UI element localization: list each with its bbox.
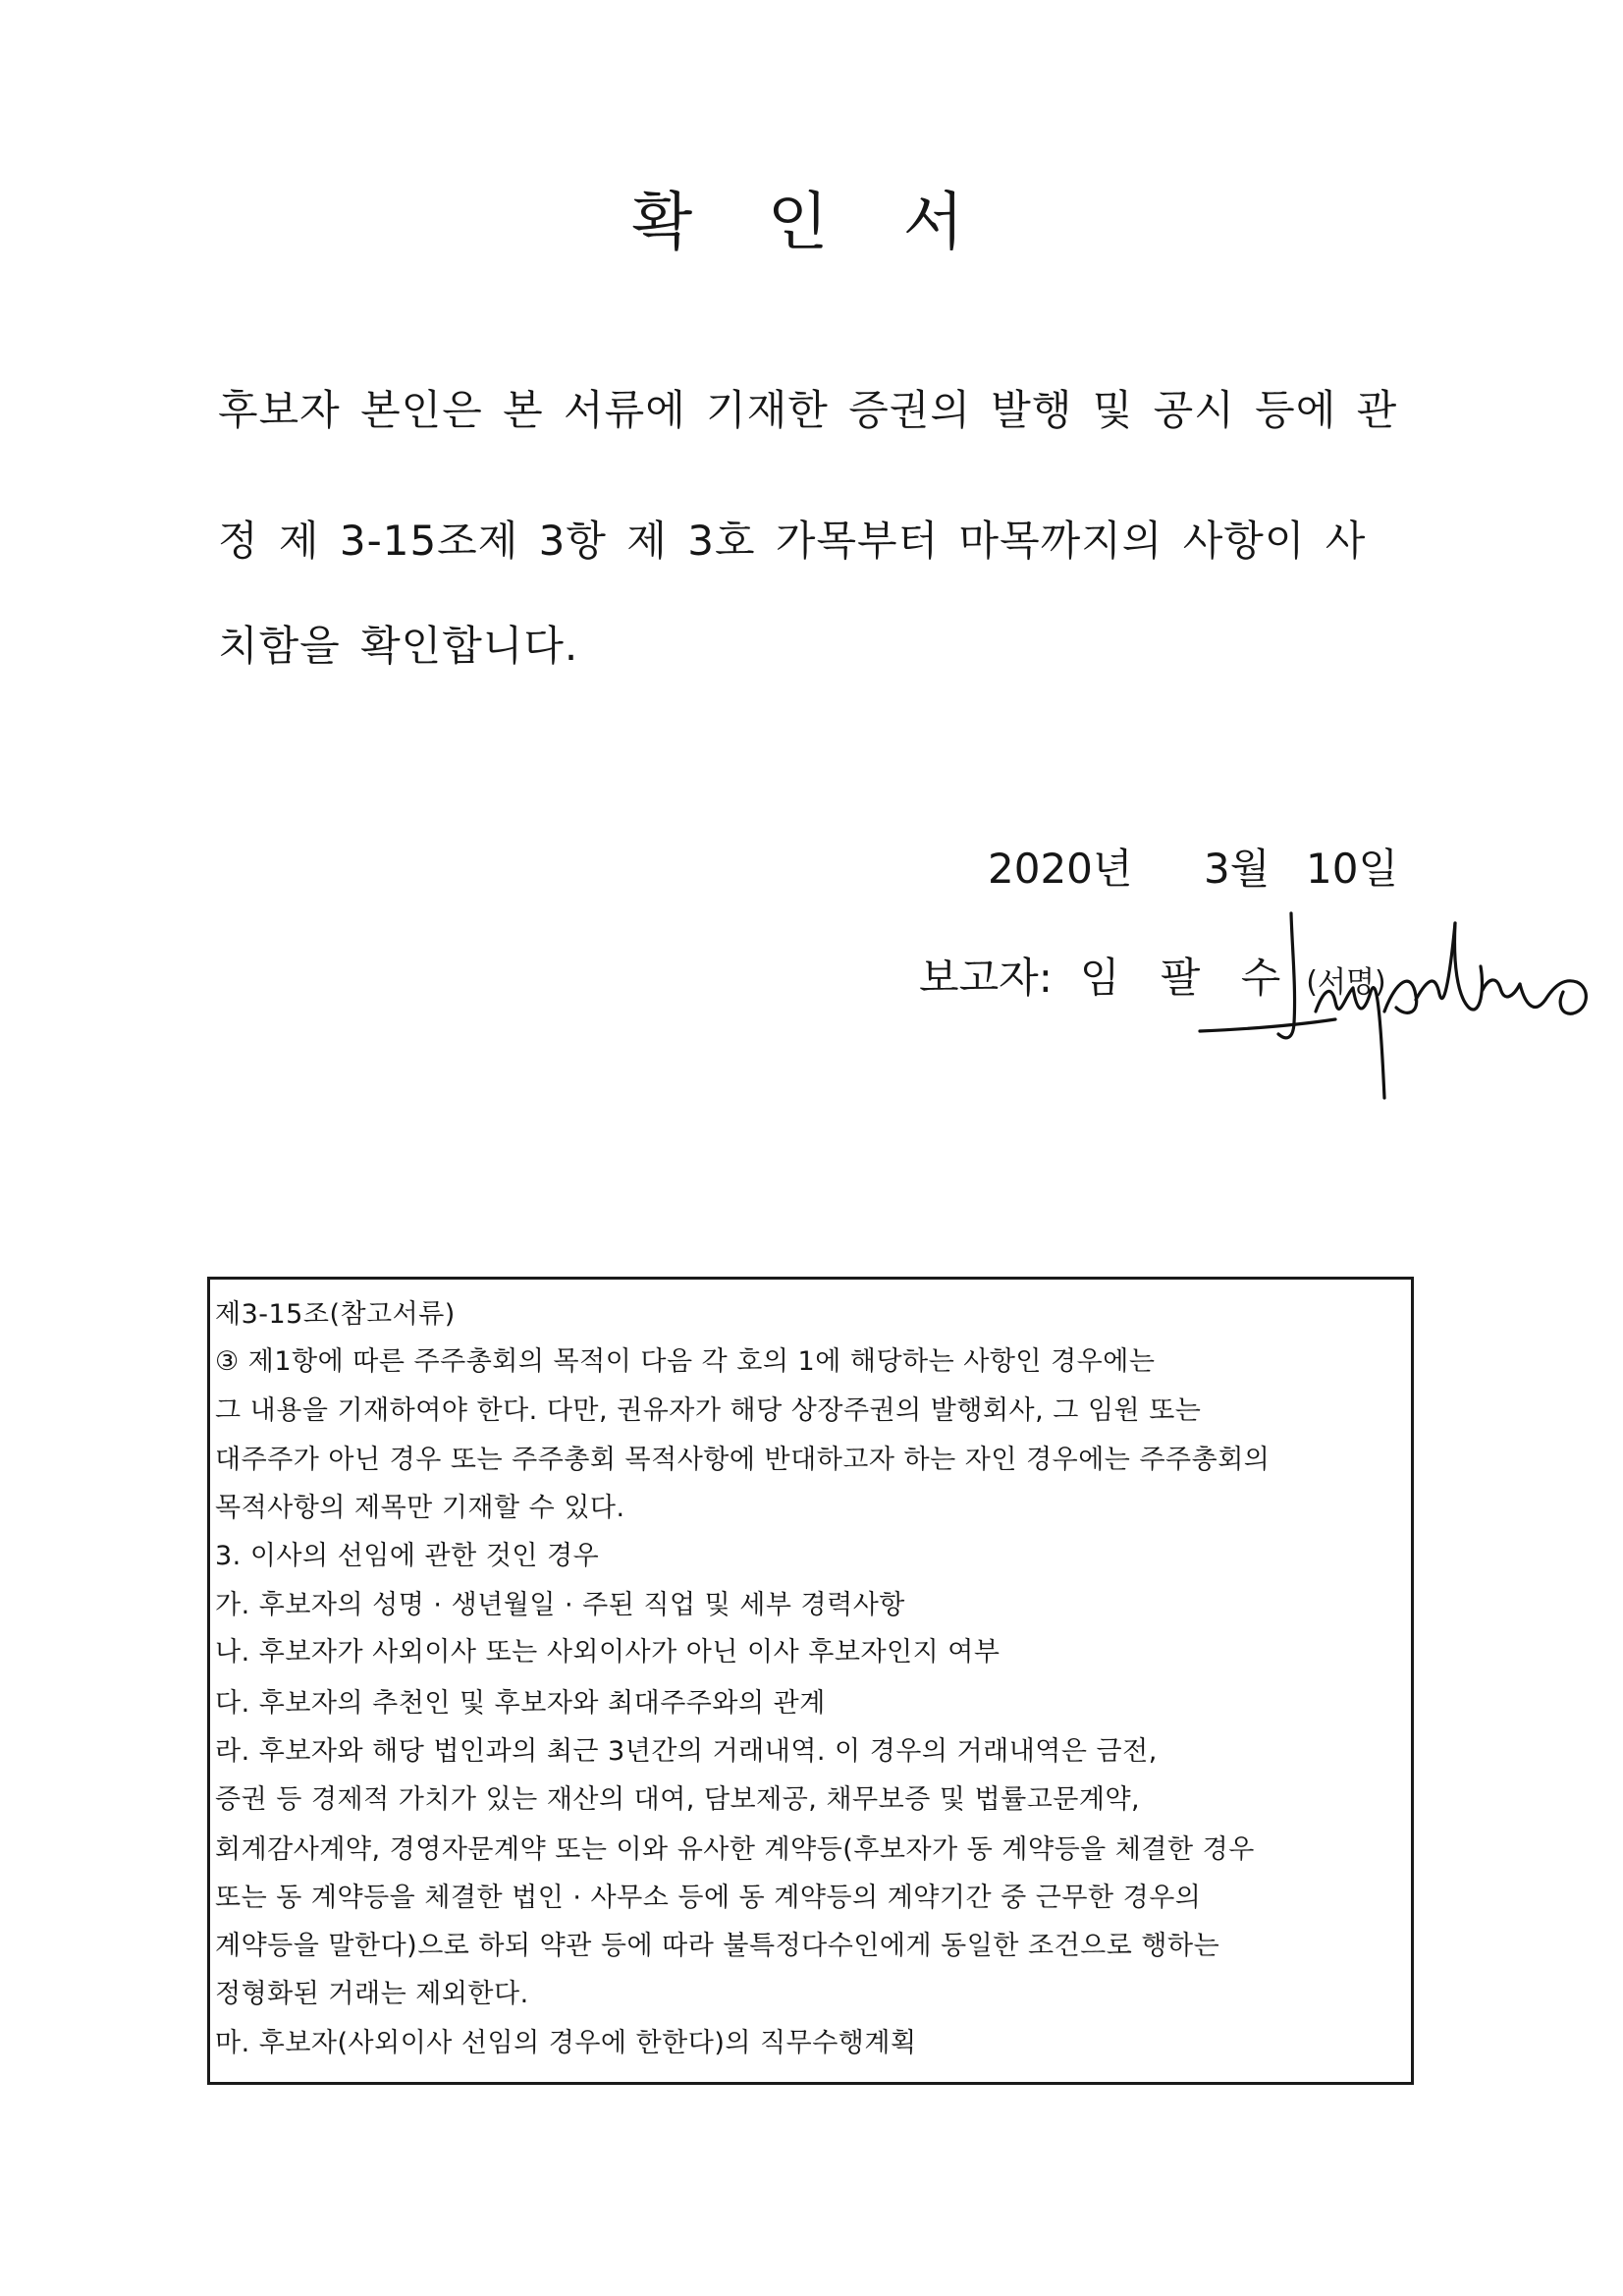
ref-line-4: 대주주가 아닌 경우 또는 주주총회 목적사항에 반대하고자 하는 자인 경우에는 주주총회의 — [215, 1445, 1271, 1475]
ref-line-12: 회계감사계약, 경영자문계약 또는 이와 유사한 계약등(후보자가 동 계약등을 체결한 경우 — [215, 1834, 1255, 1865]
body-line-1: 후보자 본인은 본 서류에 기재한 증권의 발행 및 공시 등에 관 — [218, 386, 1398, 434]
body-line-2: 정 제 3-15조제 3항 제 3호 가목부터 마목까지의 사항이 사 — [218, 517, 1367, 565]
date-month: 3월 — [1204, 845, 1271, 893]
ref-line-10: 라. 후보자와 해당 법인과의 최근 3년간의 거래내역. 이 경우의 거래내역은 금전, — [215, 1736, 1158, 1767]
ref-line-3: 그 내용을 기재하여야 한다. 다만, 권유자가 해당 상장주권의 발행회사, 그 임원 또는 — [215, 1395, 1202, 1426]
ref-line-13: 또는 동 계약등을 체결한 법인 · 사무소 등에 동 계약등의 계약기간 중 근무한 경우의 — [215, 1883, 1202, 1913]
ref-line-1: 제3-15조(참고서류) — [215, 1299, 456, 1330]
handwritten-signature — [1188, 894, 1600, 1120]
ref-line-16: 마. 후보자(사외이사 선임의 경우에 한한다)의 직무수행계획 — [215, 2028, 917, 2058]
reference-box — [207, 1277, 1414, 2085]
ref-line-2: ③ 제1항에 따른 주주총회의 목적이 다음 각 호의 1에 해당하는 사항인 경우에는 — [215, 1346, 1156, 1377]
ref-line-5: 목적사항의 제목만 기재할 수 있다. — [215, 1493, 625, 1523]
ref-line-14: 계약등을 말한다)으로 하되 약관 등에 따라 불특정다수인에게 동일한 조건으로 행하는 — [215, 1931, 1220, 1961]
sign-mark: (서명) — [1306, 965, 1386, 1000]
ref-line-8: 나. 후보자가 사외이사 또는 사외이사가 아닌 이사 후보자인지 여부 — [215, 1637, 1001, 1667]
ref-line-11: 증권 등 경제적 가치가 있는 재산의 대여, 담보제공, 채무보증 및 법률고문계약, — [215, 1784, 1141, 1815]
ref-line-6: 3. 이사의 선임에 관한 것인 경우 — [215, 1541, 600, 1571]
ref-line-15: 정형화된 거래는 제외한다. — [215, 1979, 529, 2009]
date-day: 10일 — [1306, 845, 1399, 893]
reporter-name: 임 팔 수 — [1079, 954, 1295, 1002]
body-line-3: 치함을 확인합니다. — [218, 622, 579, 670]
document-title: 확 인 서 — [631, 187, 992, 259]
reporter-label: 보고자: — [919, 954, 1053, 1002]
ref-line-7: 가. 후보자의 성명 · 생년월일 · 주된 직업 및 세부 경력사항 — [215, 1590, 905, 1620]
date-year: 2020년 — [988, 845, 1133, 893]
ref-line-9: 다. 후보자의 추천인 및 후보자와 최대주주와의 관계 — [215, 1688, 826, 1719]
